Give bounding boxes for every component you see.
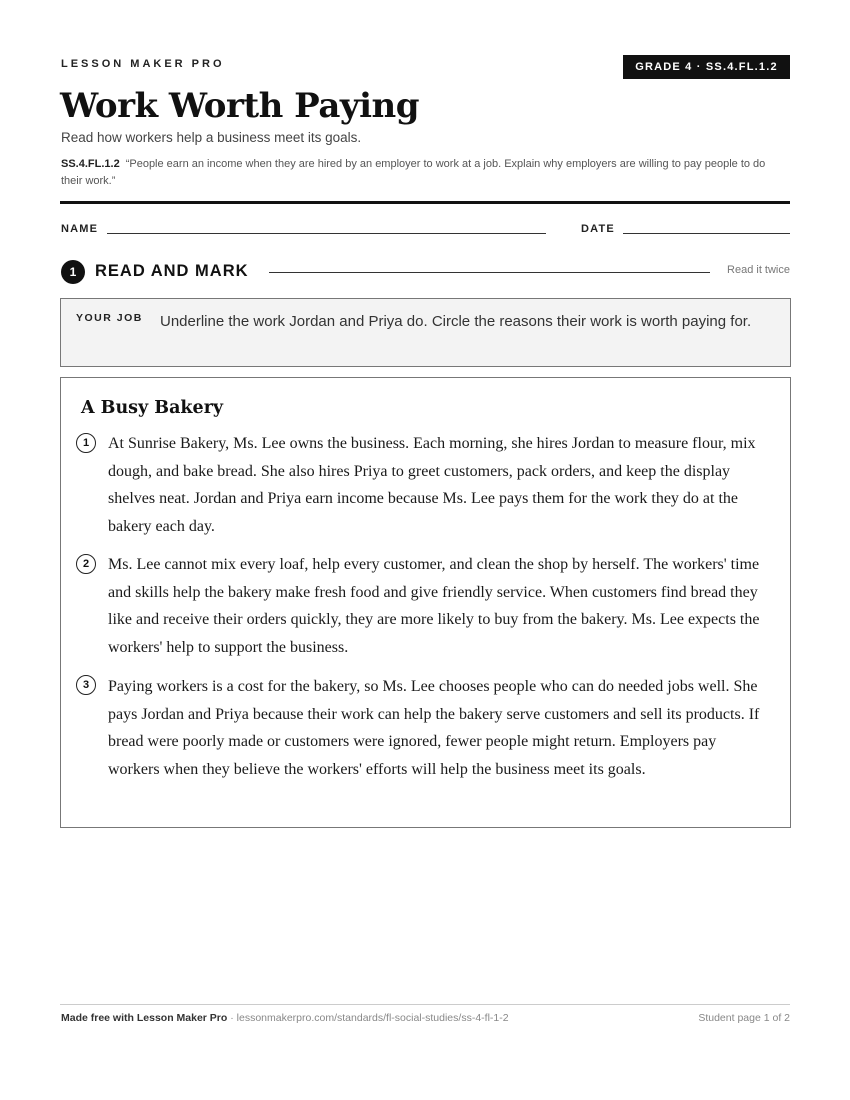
brand-name: LESSON MAKER PRO bbox=[61, 58, 225, 70]
job-label: YOUR JOB bbox=[76, 312, 143, 324]
section-note: Read it twice bbox=[727, 264, 790, 276]
footer-divider bbox=[60, 1004, 790, 1005]
date-field[interactable] bbox=[623, 233, 790, 234]
header-divider bbox=[60, 201, 790, 204]
job-box bbox=[60, 298, 791, 367]
job-instructions: Underline the work Jordan and Priya do. Circle the reasons their work is worth paying for. bbox=[160, 313, 752, 330]
section-number: 1 bbox=[61, 260, 85, 284]
paragraph: Paying workers is a cost for the bakery, so Ms. Lee chooses people who can do needed jobs well. She pays Jordan and Priya because their work can help the bakery serve customers and sell its products. If bread were poorly made or customers were ignored, fewer people might return. Employers pay workers when they believe the workers' efforts will help the business meet its goals. bbox=[108, 678, 760, 779]
paragraph: Ms. Lee cannot mix every loaf, help every customer, and clean the shop by herself. The workers' time and skills help the bakery make fresh food and give friendly service. When customers find bread they like and receive their orders quickly, they are more likely to buy from the bakery. Ms. Lee expects the workers' help to support the business. bbox=[108, 556, 760, 657]
section-title: READ AND MARK bbox=[95, 262, 249, 280]
standard-code: SS.4.FL.1.2 bbox=[61, 158, 120, 170]
standard-statement bbox=[61, 156, 781, 190]
footer-credit bbox=[61, 1012, 509, 1024]
page-title: Work Worth Paying bbox=[60, 86, 420, 126]
passage-title: A Busy Bakery bbox=[81, 398, 224, 418]
paragraph-number: 3 bbox=[76, 675, 96, 695]
name-field[interactable] bbox=[107, 233, 546, 234]
paragraph-number: 2 bbox=[76, 554, 96, 574]
grade-badge: GRADE 4 · SS.4.FL.1.2 bbox=[623, 55, 790, 79]
section-divider bbox=[269, 272, 710, 273]
reading-passage bbox=[60, 377, 791, 828]
footer-made-by: Made free with Lesson Maker Pro bbox=[61, 1012, 228, 1024]
paragraph-number: 1 bbox=[76, 433, 96, 453]
standard-text: “People earn an income when they are hired by an employer to work at a job. Explain why employers are willing to pay people to do their work.” bbox=[61, 158, 766, 187]
paragraph: At Sunrise Bakery, Ms. Lee owns the business. Each morning, she hires Jordan to measure flour, mix dough, and bake bread. She also hires Priya to greet customers, pack orders, and keep the display shelves neat. Jordan and Priya earn income because Ms. Lee pays them for the work they do at the bakery each day. bbox=[108, 435, 756, 536]
date-label: DATE bbox=[581, 223, 615, 235]
name-label: NAME bbox=[61, 223, 99, 235]
footer-url[interactable]: · lessonmakerpro.com/standards/fl-social-studies/ss-4-fl-1-2 bbox=[227, 1012, 509, 1024]
page-subtitle: Read how workers help a business meet its goals. bbox=[61, 130, 362, 145]
page-indicator: Student page 1 of 2 bbox=[698, 1012, 790, 1024]
